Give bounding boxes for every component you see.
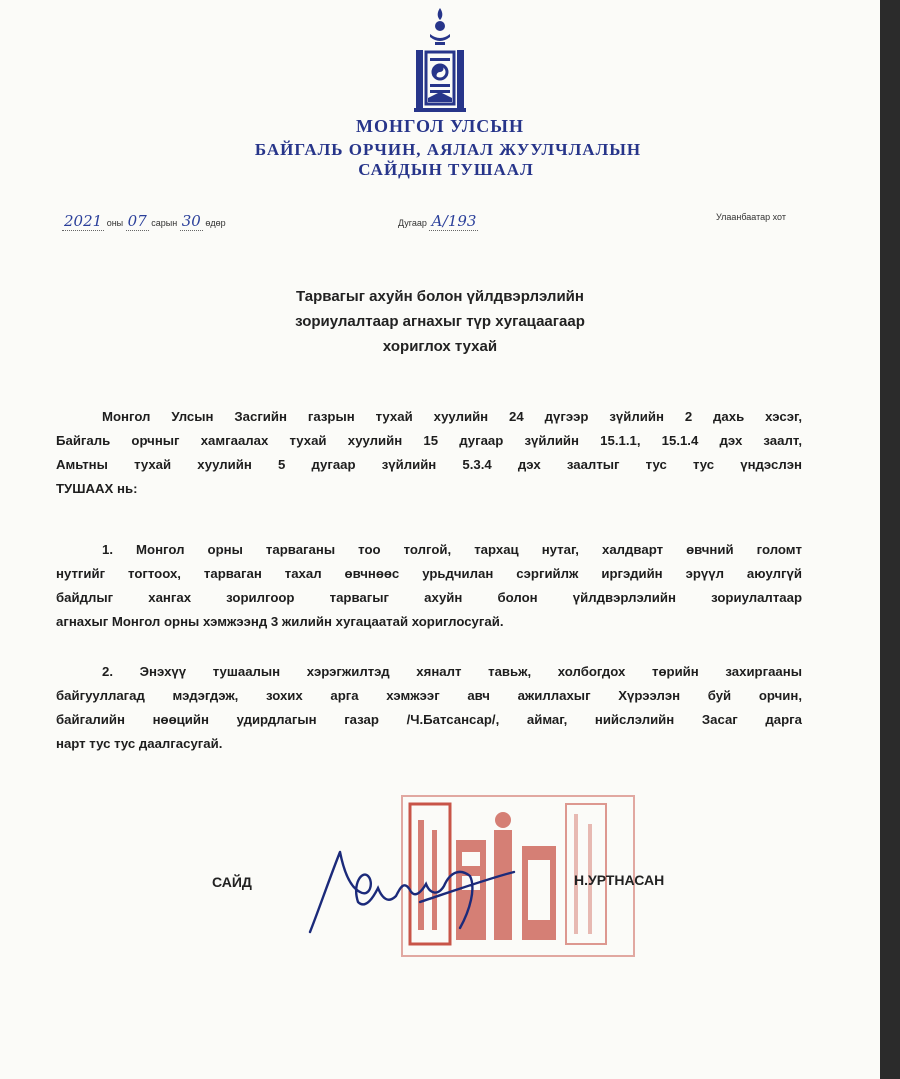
- paragraph-line: Амьтны тухай хуулийн 5 дугаар зүйлийн 5.3.4 дэх заалтыг тус тус үндэслэн: [56, 457, 802, 472]
- number-label: Дугаар: [398, 218, 427, 228]
- paragraph-line: байгалийн нөөцийн удирдлагын газар /Ч.Батсансар/, аймаг, нийслэлийн Засаг дарга: [56, 712, 802, 727]
- ministry-line-2: БАЙГАЛЬ ОРЧИН, АЯЛАЛ ЖУУЛЧЛАЛЫН: [254, 140, 642, 159]
- date-day: 30: [181, 212, 201, 230]
- paragraph-line: Монгол Улсын Засгийн газрын тухай хуулийн 24 дүгээр зүйлийн 2 дахь хэсэг,: [102, 409, 802, 424]
- paragraph-line: нарт тус тус даалгасугай.: [56, 736, 223, 751]
- ministry-line-1: МОНГОЛ УЛСЫН: [356, 116, 524, 136]
- date-year: 2021: [64, 212, 103, 230]
- order-clause-1: [56, 538, 802, 634]
- date-day-suffix: өдөр: [205, 218, 226, 228]
- paragraph-line: 2. Энэхүү тушаалын хэрэгжилтэд хяналт тавьж, холбогдох төрийн захиргааны: [102, 664, 802, 679]
- paragraph-line: байдлыг хангах зорилгоор тарвагыг ахуйн болон үйлдвэрлэлийн зориулалтаар: [56, 590, 802, 605]
- title-line-2: зориулалтаар агнахыг түр хугацаагаар: [295, 313, 585, 330]
- signature-mark: [300, 832, 520, 942]
- date-month: 07: [127, 212, 147, 230]
- order-clause-2: [56, 660, 802, 756]
- paragraph-line: нутгийг тогтоох, тарваган тахал өвчнөөс урьдчилан сэргийлж иргэдийн эрүүл аюулгүй: [56, 566, 802, 581]
- title-line-1: Тарвагыг ахуйн болон үйлдвэрлэлийн: [296, 288, 584, 305]
- document-title: [0, 284, 880, 359]
- paragraph-line: байгууллагад мэдэгдэж, зохих арга хэмжээг авч ажиллахыг Хүрээлэн буй орчин,: [56, 688, 802, 703]
- date-year-suffix: оны: [106, 218, 124, 228]
- document-number: [398, 212, 478, 230]
- date-month-suffix: сарын: [151, 218, 178, 228]
- signatory-name: Н.УРТНАСАН: [574, 872, 665, 888]
- document-date: [62, 212, 226, 230]
- paragraph-line: агнахыг Монгол орны хэмжээнд 3 жилийн хугацаатай хориглосугай.: [56, 614, 504, 629]
- ministry-line-3: САЙДЫН ТУШААЛ: [358, 160, 534, 179]
- title-line-3: хориглох тухай: [382, 338, 498, 355]
- number-value: А/193: [431, 212, 477, 230]
- preamble-paragraph: [56, 405, 802, 501]
- paragraph-line: ТУШААХ нь:: [56, 481, 138, 496]
- background-strip: [880, 0, 900, 1079]
- state-emblem-icon: [408, 6, 472, 116]
- signatory-title: САЙД: [212, 874, 252, 890]
- paragraph-line: Байгаль орчныг хамгаалах тухай хуулийн 15 дугаар зүйлийн 15.1.1, 15.1.4 дэх заалт,: [56, 433, 802, 448]
- paragraph-line: 1. Монгол орны тарваганы тоо толгой, тархац нутаг, халдварт өвчний голомт: [102, 542, 802, 557]
- document-city: Улаанбаатар хот: [716, 212, 786, 222]
